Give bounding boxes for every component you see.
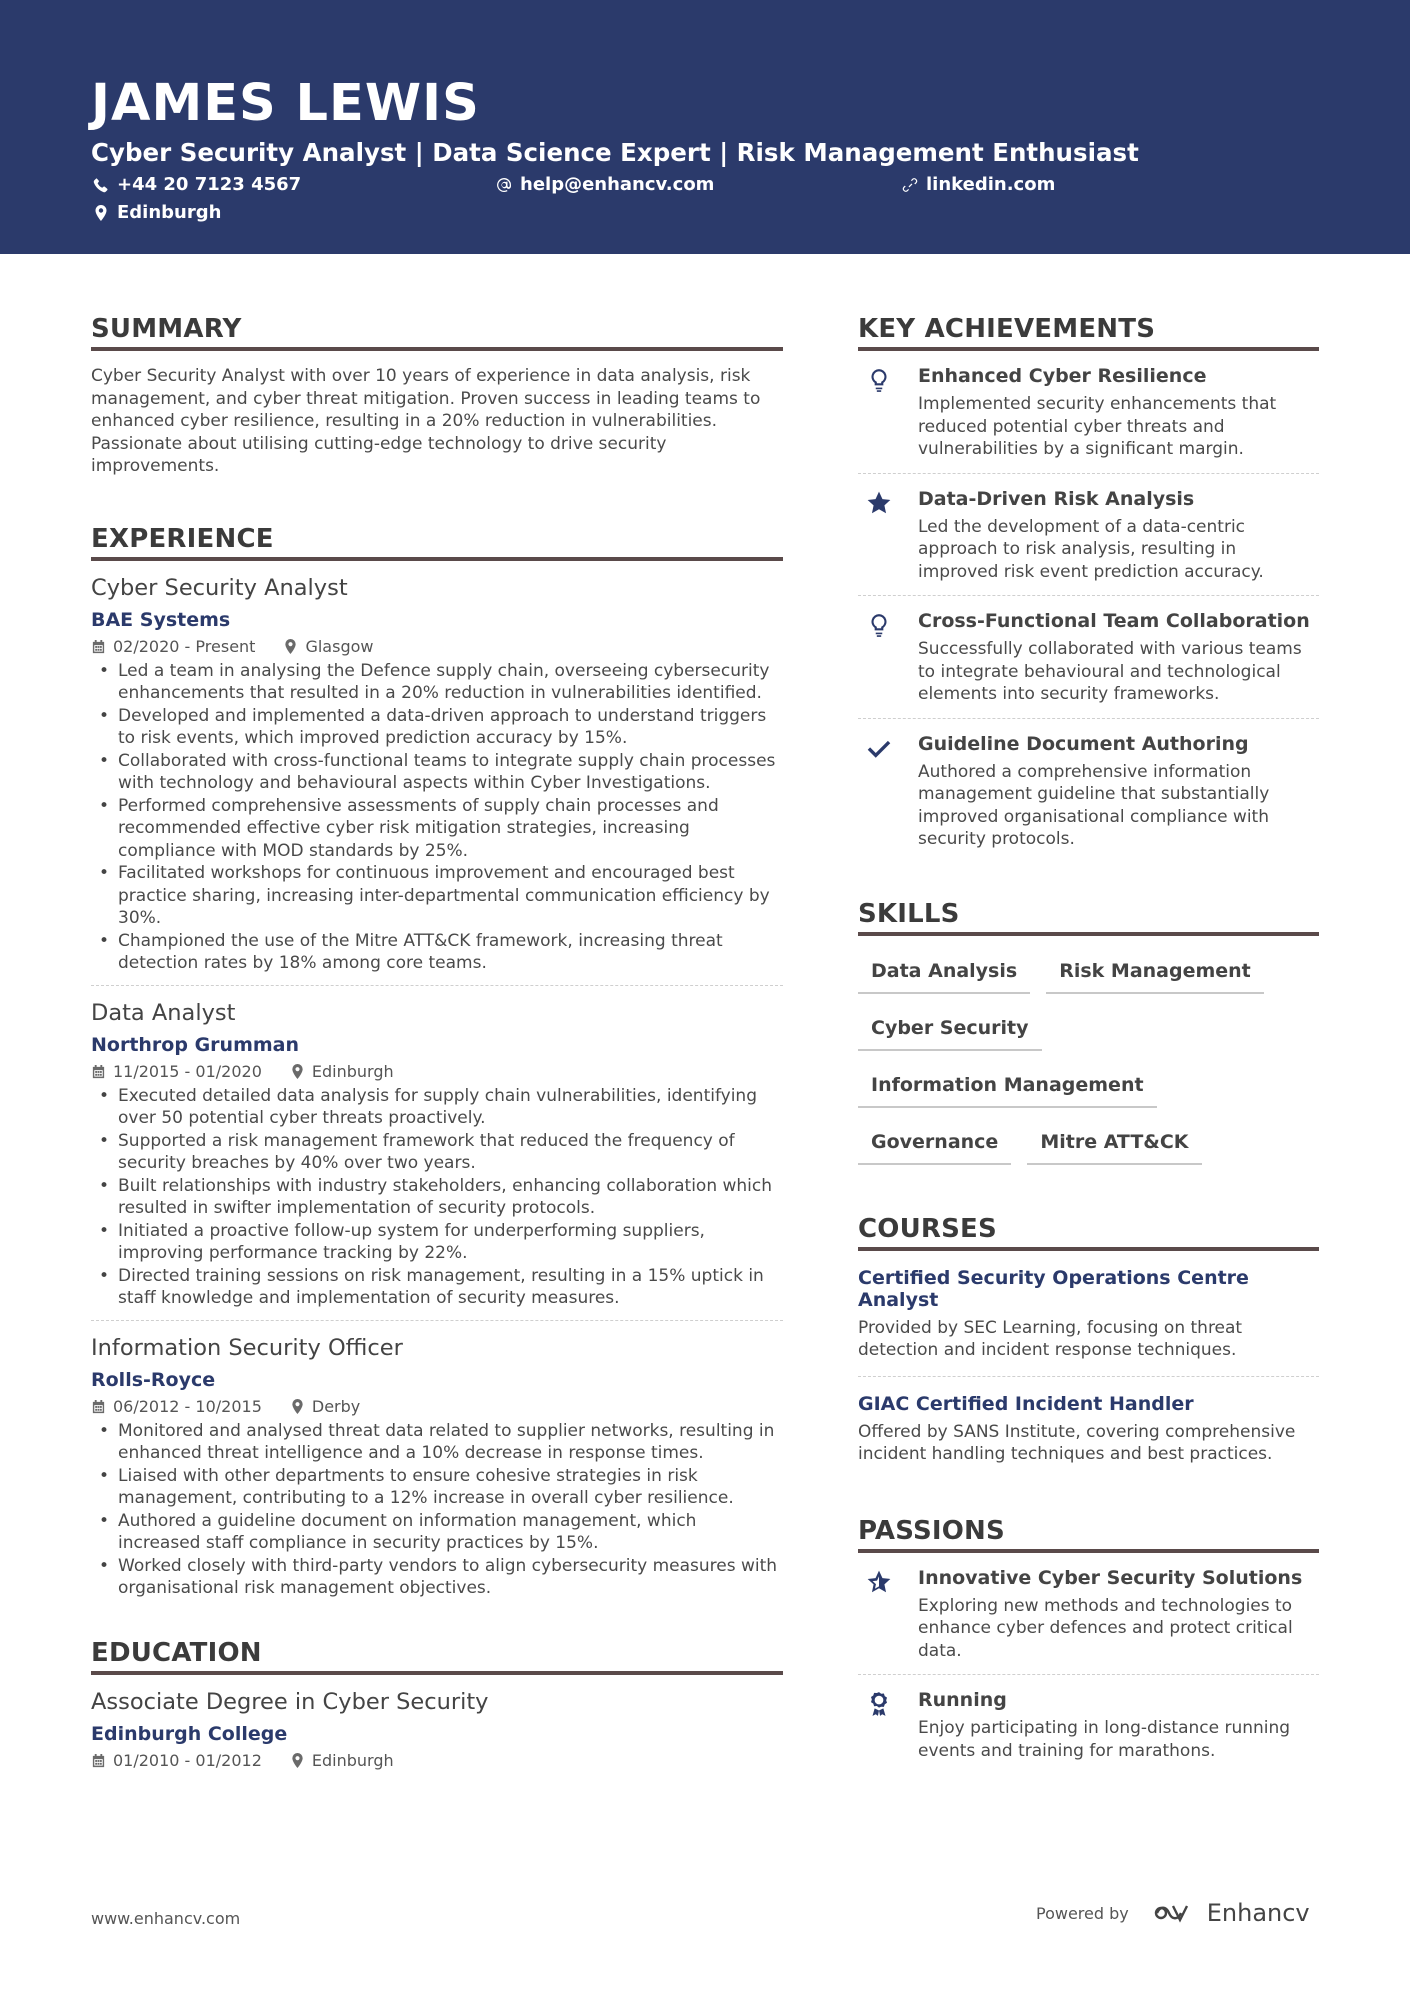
summary-section xyxy=(91,314,783,478)
footer-website[interactable]: www.enhancv.com xyxy=(91,1909,241,1928)
bullet: • Executed detailed data analysis for supply chain vulnerabilities, identifying over 50 potential cyber threats proactively. xyxy=(91,1085,783,1130)
education-location xyxy=(290,1751,394,1770)
job-title: Cyber Security Analyst xyxy=(91,574,348,601)
job-title: Information Security Officer xyxy=(91,1334,403,1361)
summary-title: SUMMARY xyxy=(91,314,783,351)
job-entry xyxy=(91,1335,783,1610)
calendar-icon xyxy=(91,1064,106,1079)
course-desc: Offered by SANS Institute, covering comprehensive incident handling techniques and best practices. xyxy=(858,1421,1296,1464)
footer-branding xyxy=(1036,1899,1310,1927)
candidate-name: JAMES LEWIS xyxy=(91,74,480,133)
achievement-title: Cross-Functional Team Collaboration xyxy=(918,610,1310,632)
job-dates xyxy=(91,637,255,656)
checkmark-icon xyxy=(866,735,892,761)
phone-text: +44 20 7123 4567 xyxy=(117,174,302,195)
job-company: BAE Systems xyxy=(91,608,231,631)
courses-title: COURSES xyxy=(858,1214,1319,1251)
achievements-section xyxy=(858,314,1319,863)
school-name: Edinburgh College xyxy=(91,1722,288,1745)
skill-tag: Risk Management xyxy=(1046,950,1264,994)
bullet: • Collaborated with cross-functional teams to integrate supply chain processes with technology and behavioural aspects within Cyber Investigations. xyxy=(91,750,783,795)
job-location xyxy=(290,1397,360,1416)
bullet: • Directed training sessions on risk management, resulting in a 15% uptick in staff knowledge and implementation of security measures. xyxy=(91,1265,783,1310)
star-outline-icon xyxy=(866,1569,892,1595)
bullet: • Led a team in analysing the Defence supply chain, overseeing cybersecurity enhancements that resulted in a 20% reduction in vulnerabilities identified. xyxy=(91,660,783,705)
location-pin-icon xyxy=(93,205,109,221)
degree-title: Associate Degree in Cyber Security xyxy=(91,1688,489,1715)
bullet: • Built relationships with industry stakeholders, enhancing collaboration which resulted in swifter implementation of security protocols. xyxy=(91,1175,783,1220)
link-icon xyxy=(902,177,918,193)
passions-title: PASSIONS xyxy=(858,1516,1319,1553)
job-bullets xyxy=(91,1420,783,1600)
course-item xyxy=(858,1251,1319,1377)
location-text: Edinburgh xyxy=(117,202,222,223)
bullet: • Developed and implemented a data-driven approach to understand triggers to risk events, which improved prediction accuracy by 15%. xyxy=(91,705,783,750)
location-pin-icon xyxy=(290,1064,305,1079)
achievement-icon-wrap xyxy=(858,365,918,461)
passion-icon-wrap xyxy=(858,1689,918,1762)
skill-tag: Governance xyxy=(858,1121,1011,1165)
skill-tag: Information Management xyxy=(858,1064,1157,1108)
lightbulb-icon xyxy=(866,367,892,393)
job-company: Northrop Grumman xyxy=(91,1033,300,1056)
course-item xyxy=(858,1377,1319,1480)
powered-by-text: Powered by xyxy=(1036,1903,1129,1923)
education-meta xyxy=(91,1751,783,1770)
education-dates xyxy=(91,1751,262,1770)
passions-section xyxy=(858,1516,1319,1775)
course-desc: Provided by SEC Learning, focusing on threat detection and incident response techniques. xyxy=(858,1317,1243,1360)
job-title: Data Analyst xyxy=(91,999,236,1026)
bullet: • Championed the use of the Mitre ATT&CK framework, increasing threat detection rates by 18% among core teams. xyxy=(91,930,783,975)
job-location xyxy=(290,1062,394,1081)
contact-phone[interactable] xyxy=(93,174,301,195)
job-entry xyxy=(91,575,783,986)
job-location-text: Derby xyxy=(311,1396,361,1416)
achievement-icon-wrap xyxy=(858,610,918,706)
experience-section xyxy=(91,524,783,1610)
skills-section xyxy=(858,899,1319,1178)
candidate-headline: Cyber Security Analyst | Data Science Expert | Risk Management Enthusiast xyxy=(91,138,1139,167)
achievement-item xyxy=(858,719,1319,863)
contact-linkedin[interactable] xyxy=(902,174,1055,195)
passion-desc: Exploring new methods and technologies to enhance cyber defences and protect critical data. xyxy=(918,1595,1293,1661)
bullet: • Performed comprehensive assessments of supply chain processes and recommended effective cyber risk mitigation strategies, increasing compliance with MOD standards by 25%. xyxy=(91,795,783,863)
brand-name: Enhancv xyxy=(1206,1899,1310,1927)
bullet: • Initiated a proactive follow-up system for underperforming suppliers, improving performance tracking by 22%. xyxy=(91,1220,783,1265)
left-column xyxy=(91,314,783,1770)
achievement-desc: Authored a comprehensive information management guideline that substantially improved organisational compliance with security protocols. xyxy=(918,761,1270,849)
achievement-title: Enhanced Cyber Resilience xyxy=(918,365,1207,387)
bullet: • Authored a guideline document on information management, which increased staff compliance in security practices by 15%. xyxy=(91,1510,783,1555)
calendar-icon xyxy=(91,639,106,654)
achievement-item xyxy=(858,474,1319,597)
job-dates-text: 11/2015 - 01/2020 xyxy=(113,1061,262,1081)
achievement-desc: Successfully collaborated with various teams to integrate behavioural and technological elements into security frameworks. xyxy=(918,639,1302,704)
right-column xyxy=(858,314,1319,1774)
education-dates-text: 01/2010 - 01/2012 xyxy=(113,1750,262,1770)
passion-title: Innovative Cyber Security Solutions xyxy=(918,1566,1303,1589)
job-bullets xyxy=(91,1085,783,1310)
job-dates xyxy=(91,1062,262,1081)
skills-title: SKILLS xyxy=(858,899,1319,936)
summary-text: Cyber Security Analyst with over 10 years of experience in data analysis, risk management, and cyber threat mitigation. Proven success in leading teams to enhanced cyber resilience, resulting in a 20% reduction in vulnerabilities. Passionate about utilising cutting-edge technology to drive security improvements. xyxy=(91,366,761,476)
job-meta xyxy=(91,1062,783,1081)
calendar-icon xyxy=(91,1753,106,1768)
lightbulb-icon xyxy=(866,612,892,638)
passion-desc: Enjoy participating in long-distance running events and training for marathons. xyxy=(918,1718,1291,1761)
passion-item xyxy=(858,1553,1319,1676)
job-dates xyxy=(91,1397,262,1416)
passion-icon-wrap xyxy=(858,1567,918,1663)
star-icon xyxy=(866,490,892,516)
achievement-item xyxy=(858,596,1319,719)
contact-location xyxy=(93,202,221,223)
course-title: Certified Security Operations Centre Analyst xyxy=(858,1266,1249,1311)
course-title: GIAC Certified Incident Handler xyxy=(858,1392,1194,1415)
passion-item xyxy=(858,1675,1319,1774)
location-pin-icon xyxy=(290,1399,305,1414)
achievement-desc: Implemented security enhancements that reduced potential cyber threats and vulnerabilities by a significant margin. xyxy=(918,394,1277,459)
achievement-item xyxy=(858,351,1319,474)
experience-title: EXPERIENCE xyxy=(91,524,783,561)
bullet: • Supported a risk management framework that reduced the frequency of security breaches by 40% over two years. xyxy=(91,1130,783,1175)
enhancv-logo[interactable] xyxy=(1153,1899,1310,1927)
medal-icon xyxy=(866,1691,892,1717)
linkedin-text: linkedin.com xyxy=(926,174,1056,195)
passion-title: Running xyxy=(918,1689,1007,1711)
job-company: Rolls-Royce xyxy=(91,1368,216,1391)
job-bullets xyxy=(91,660,783,975)
achievement-title: Data-Driven Risk Analysis xyxy=(918,487,1195,510)
bullet: • Facilitated workshops for continuous improvement and encouraged best practice sharing, increasing inter-departmental communication efficiency by 30%. xyxy=(91,862,783,930)
achievement-icon-wrap xyxy=(858,488,918,584)
achievement-icon-wrap xyxy=(858,733,918,851)
skill-tag: Mitre ATT&CK xyxy=(1027,1121,1201,1165)
job-meta xyxy=(91,637,783,656)
achievements-title: KEY ACHIEVEMENTS xyxy=(858,314,1319,351)
job-location-text: Glasgow xyxy=(305,636,374,656)
skill-tag: Data Analysis xyxy=(858,950,1030,994)
skills-list xyxy=(858,950,1319,1178)
bullet: • Monitored and analysed threat data related to supplier networks, resulting in enhanced threat intelligence and a 10% decrease in response times. xyxy=(91,1420,783,1465)
enhancv-logo-icon xyxy=(1153,1901,1199,1925)
job-location-text: Edinburgh xyxy=(311,1061,394,1081)
education-title: EDUCATION xyxy=(91,1638,783,1675)
resume-header xyxy=(0,0,1410,254)
bullet: • Worked closely with third-party vendors to align cybersecurity measures with organisational risk management objectives. xyxy=(91,1555,783,1600)
job-entry xyxy=(91,1000,783,1321)
job-location xyxy=(283,637,373,656)
at-sign-icon xyxy=(496,177,512,193)
job-dates-text: 06/2012 - 10/2015 xyxy=(113,1396,262,1416)
skill-tag: Cyber Security xyxy=(858,1007,1042,1051)
job-meta xyxy=(91,1397,783,1416)
location-pin-icon xyxy=(283,639,298,654)
courses-section xyxy=(858,1214,1319,1480)
bullet: • Liaised with other departments to ensure cohesive strategies in risk management, contributing to a 12% increase in overall cyber resilience. xyxy=(91,1465,783,1510)
job-dates-text: 02/2020 - Present xyxy=(113,636,256,656)
contact-email[interactable] xyxy=(496,174,714,195)
email-text: help@enhancv.com xyxy=(520,174,715,195)
achievement-desc: Led the development of a data-centric approach to risk analysis, resulting in improved risk event prediction accuracy. xyxy=(918,516,1264,582)
phone-icon xyxy=(93,177,109,193)
location-pin-icon xyxy=(290,1753,305,1768)
education-section xyxy=(91,1638,783,1770)
calendar-icon xyxy=(91,1399,106,1414)
achievement-title: Guideline Document Authoring xyxy=(918,732,1249,755)
education-location-text: Edinburgh xyxy=(311,1750,394,1770)
